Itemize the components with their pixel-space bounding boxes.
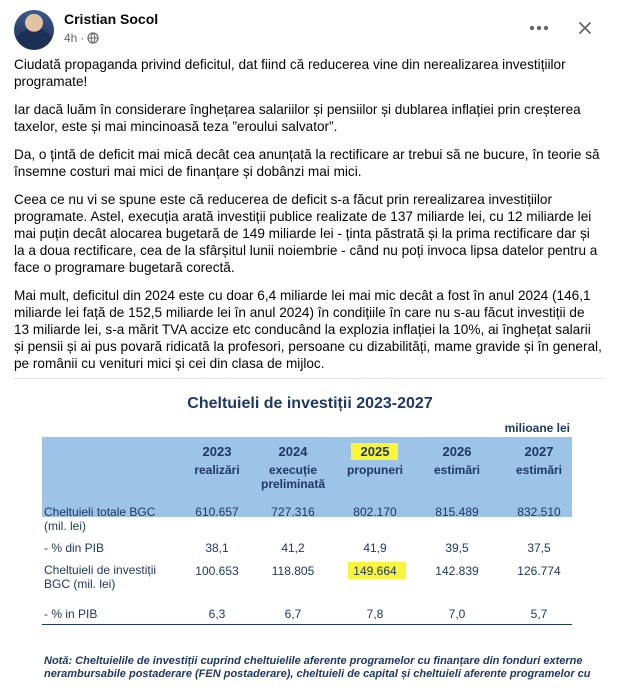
table-cell: 815.489 bbox=[435, 505, 479, 519]
row-label: Cheltuieli totale BGC (mil. lei) bbox=[44, 505, 156, 533]
column-subtitle: estimări bbox=[433, 463, 481, 477]
post-text bbox=[14, 56, 602, 383]
table-bottom-rule bbox=[42, 624, 572, 625]
table-cell: 100.653 bbox=[195, 564, 239, 578]
post-meta bbox=[64, 31, 99, 45]
more-options-button[interactable] bbox=[525, 14, 553, 42]
table-cell: 802.170 bbox=[353, 505, 397, 519]
row-label: - % din PIB bbox=[44, 541, 105, 555]
table-cell: 149.664 bbox=[353, 564, 397, 578]
table-cell: 610.657 bbox=[195, 505, 239, 519]
attached-table-image[interactable] bbox=[14, 378, 606, 689]
table-cell: 5,7 bbox=[530, 607, 548, 621]
table-cell: 41,9 bbox=[363, 541, 387, 555]
table-cell: 6,7 bbox=[284, 607, 302, 621]
table-cell: 727.316 bbox=[271, 505, 315, 519]
author-name[interactable]: Cristian Socol bbox=[64, 11, 159, 27]
column-year: 2023 bbox=[202, 444, 232, 459]
post-paragraph: Ciudată propaganda privind deficitul, dat fiind că reducerea vine din nerealizarea investițiilor programate! bbox=[14, 57, 566, 89]
table-cell: 142.839 bbox=[435, 564, 479, 578]
column-year: 2024 bbox=[278, 444, 308, 459]
post-paragraph: Iar dacă luăm în considerare înghețarea salariilor și pensiilor și dublarea inflației prin creșterea taxelor, este și mai mincinoasă teza ”eroului salvator”. bbox=[14, 102, 581, 134]
column-subtitle: realizări bbox=[194, 463, 240, 477]
table-cell: 832.510 bbox=[517, 505, 561, 519]
table-cell: 6,3 bbox=[208, 607, 226, 621]
column-subtitle: estimări bbox=[515, 463, 563, 477]
row-label: Cheltuieli de investiții BGC (mil. lei) bbox=[44, 563, 157, 591]
post-time[interactable]: 4h bbox=[64, 31, 78, 45]
table-cell: 41,2 bbox=[281, 541, 305, 555]
row-label: - % in PIB bbox=[44, 607, 98, 621]
table-cell: 118.805 bbox=[271, 564, 315, 578]
column-subtitle: execuție preliminată bbox=[260, 463, 326, 491]
post-header bbox=[14, 10, 609, 50]
meta-separator: · bbox=[80, 31, 85, 45]
table-cell: 37,5 bbox=[527, 541, 551, 555]
post-paragraph: Ceea ce nu vi se spune este că reducerea de deficit s-a făcut prin rerealizarea investițiilor programate. Astel, execuția arată investiții publice realizate de 137 miliarde lei, cu 12 miliarde lei mai puțin decât alocarea bugetară de 149 miliarde lei - ținta păstrată și la prima rectificare dar și la a doua rectificare, cea de la sfârșitul lunii noiembrie - când nu poți invoca lipsa datelor pentru a face o programare bugetară corectă. bbox=[14, 192, 598, 275]
table-cell: 39,5 bbox=[445, 541, 469, 555]
table-cell: 7,0 bbox=[448, 607, 466, 621]
column-subtitle: propuneri bbox=[347, 463, 403, 477]
close-button[interactable] bbox=[571, 14, 599, 42]
post-paragraph: Da, o țintă de deficit mai mică decât cea anunțată la rectificare ar trebui să ne bucure, în teorie să însemne costuri mai mici de finanțare și dobânzi mai mici. bbox=[14, 147, 600, 179]
close-icon bbox=[578, 21, 592, 35]
globe-icon bbox=[87, 32, 99, 44]
table-cell: 7,8 bbox=[366, 607, 384, 621]
more-options-icon bbox=[529, 25, 549, 31]
column-year: 2025 bbox=[360, 444, 390, 459]
table-unit: milioane lei bbox=[504, 421, 570, 435]
table-note: Notă: Cheltuielile de investiții cuprind cheltuielile aferente programelor cu finanțare din fonduri externe nerambursabile postaderare (FEN postaderare), cheltuieli de capital și cheltuieli aferente programelor cu bbox=[44, 655, 591, 680]
table-title: Cheltuieli de investiții 2023-2027 bbox=[187, 395, 433, 412]
column-year: 2026 bbox=[442, 444, 472, 459]
post-paragraph: Mai mult, deficitul din 2024 este cu doar 6,4 miliarde lei mai mic decât a fost în anul 2024 (146,1 miliarde lei față de 152,5 miliarde lei în anul 2024) în condițiile în care nu s-au făcut investiții de 13 miliarde lei, s-a mărit TVA accize etc conducând la explozia inflației la 10%, ai înghețat salarii și pensii și ai pus povară ridicată la profesori, persoane cu dizabilități, mame gravide și în general, pe românii cu venituri mici și cei din clasa de mijloc. bbox=[14, 288, 602, 371]
author-avatar[interactable] bbox=[14, 10, 54, 50]
table-cell: 38,1 bbox=[205, 541, 229, 555]
table-cell: 126.774 bbox=[517, 564, 561, 578]
column-year: 2027 bbox=[524, 444, 554, 459]
